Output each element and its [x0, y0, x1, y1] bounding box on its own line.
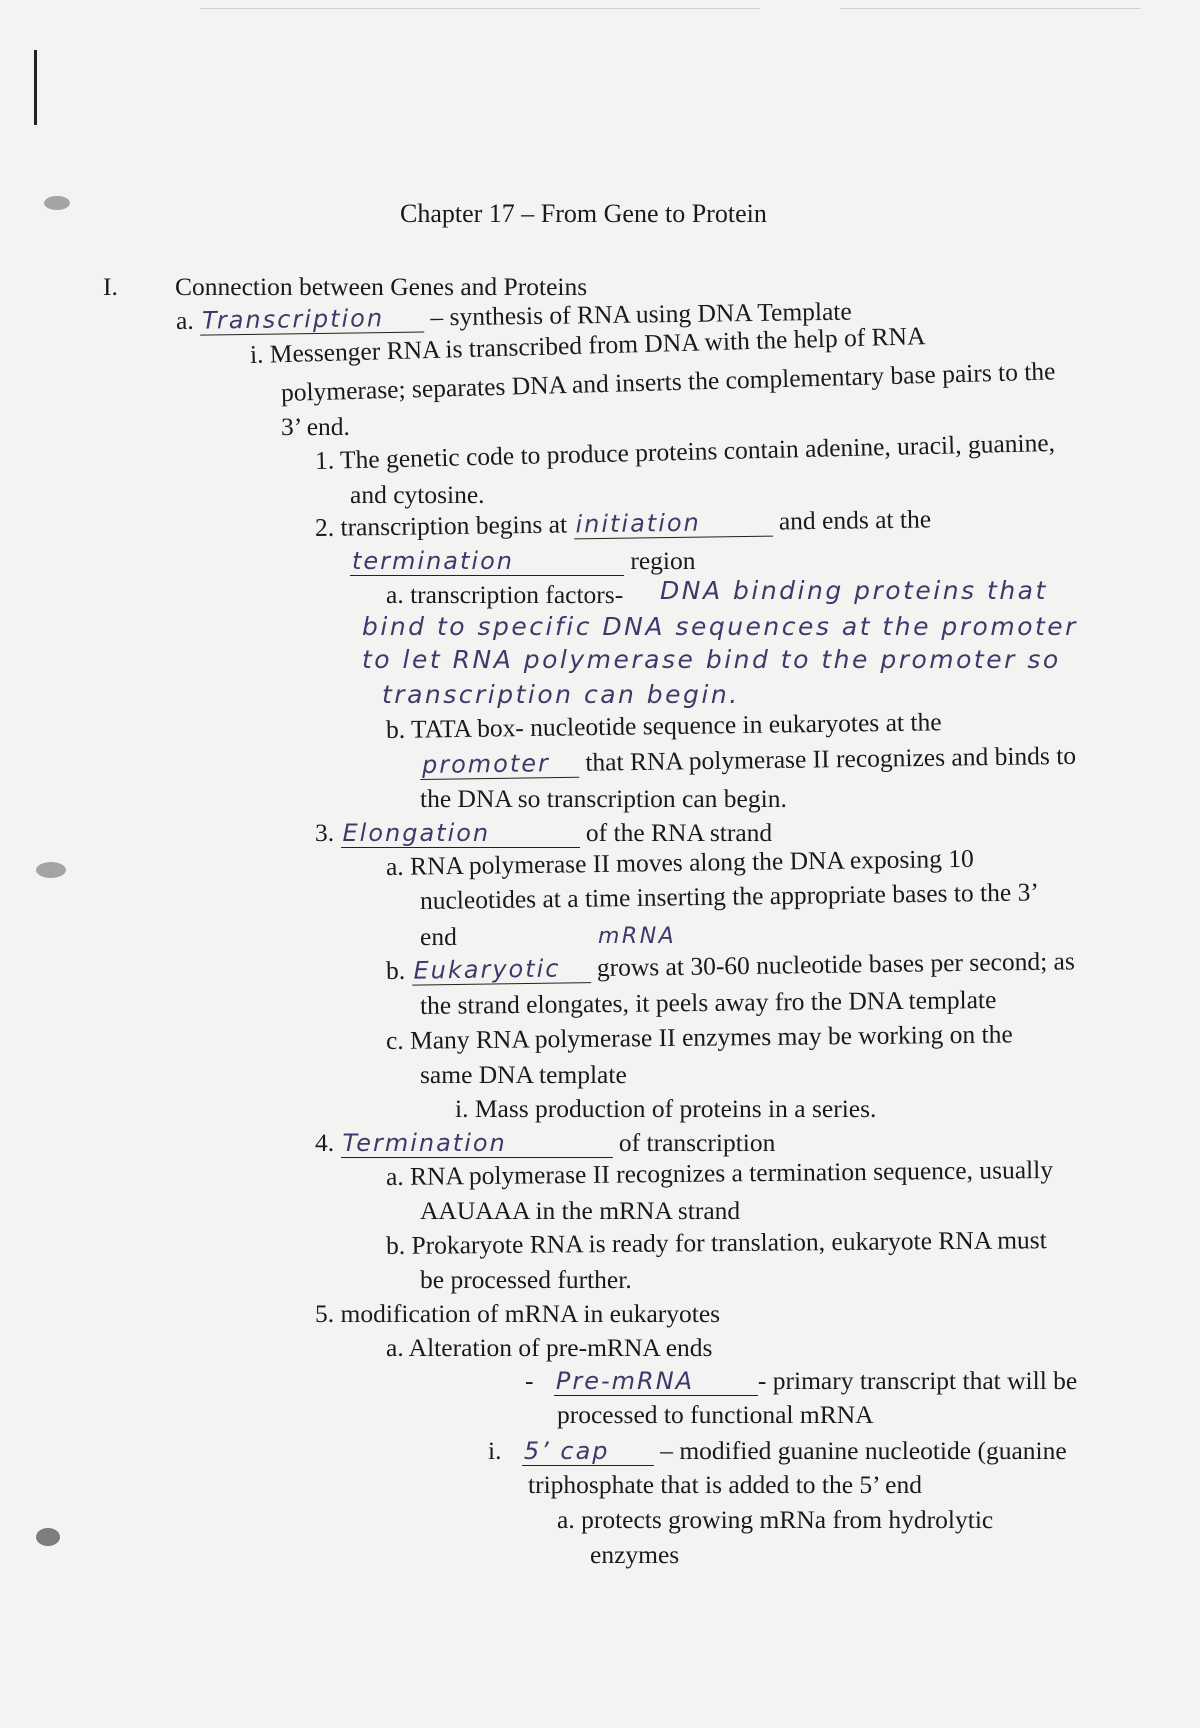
item-5a-i-a	[557, 1505, 993, 1535]
item-3b-marker: b.	[385, 955, 406, 985]
item-3b-line1: grows at 30-60 nucleotide bases per second; as	[596, 946, 1076, 983]
item-5a-marker: a.	[386, 1333, 404, 1362]
item-2a-text: transcription factors-	[410, 580, 624, 609]
item-2b-line3: the DNA so transcription can begin.	[420, 784, 787, 813]
answer-termination-4: Termination	[341, 1129, 613, 1158]
item-2a	[386, 580, 623, 610]
item-3c-marker: c.	[385, 1025, 404, 1055]
item-5a-text: Alteration of pre-mRNA ends	[408, 1333, 713, 1362]
page-title: Chapter 17 – From Gene to Protein	[400, 199, 767, 228]
item-4b-line2: be processed further.	[420, 1265, 632, 1294]
item-5a-i-marker: i.	[488, 1436, 502, 1465]
item-a-i-line1: Messenger RNA is transcribed from DNA with the help of RNA	[269, 321, 926, 369]
item-4-marker: 4.	[315, 1128, 335, 1157]
punch-hole	[36, 862, 66, 878]
item-5-text: modification of mRNA in eukaryotes	[340, 1299, 721, 1328]
item-2-line2	[350, 546, 696, 576]
scan-edge-line	[840, 8, 1140, 9]
item-3-text: of the RNA strand	[585, 818, 773, 847]
item-1-line2: and cytosine.	[350, 480, 485, 509]
item-3c-line2: same DNA template	[420, 1060, 627, 1089]
margin-mark	[34, 50, 37, 125]
item-2a-marker: a.	[386, 580, 404, 609]
item-3c-line1: Many RNA polymerase II enzymes may be working on the	[409, 1019, 1013, 1055]
item-2-post: region	[630, 546, 696, 575]
item-3b	[386, 946, 1075, 986]
item-5a-dash	[525, 1366, 1077, 1396]
item-5a-i-line2: triphosphate that is added to the 5’ end	[528, 1470, 922, 1499]
answer-promoter: promoter	[420, 749, 579, 780]
item-4b-marker: b.	[385, 1230, 406, 1260]
item-5-marker: 5.	[315, 1299, 335, 1328]
item-4a	[386, 1155, 1053, 1192]
section-heading: Connection between Genes and Proteins	[175, 272, 588, 301]
item-3c-i-text: Mass production of proteins in a series.	[474, 1094, 877, 1123]
item-2b	[386, 707, 942, 745]
answer-5-cap: 5’ cap	[522, 1437, 654, 1466]
item-3a-line1: RNA polymerase II moves along the DNA exposing 10	[409, 843, 974, 881]
item-3	[315, 818, 772, 848]
item-5a-i-line1: – modified guanine nucleotide (guanine	[660, 1436, 1067, 1465]
item-4-text: of transcription	[618, 1128, 776, 1157]
answer-initiation: initiation	[573, 508, 772, 540]
handwritten-answer-line4: transcription can begin.	[382, 680, 740, 709]
item-1	[315, 428, 1056, 476]
item-a-text: – synthesis of RNA using DNA Template	[430, 296, 852, 332]
item-4	[315, 1128, 775, 1158]
item-1-line1: The genetic code to produce proteins contain adenine, uracil, guanine,	[339, 427, 1056, 475]
item-1-marker: 1.	[314, 445, 335, 475]
item-2-marker: 2.	[314, 512, 335, 542]
section-number: I.	[103, 272, 118, 301]
item-4a-line2: AAUAAA in the mRNA strand	[420, 1196, 741, 1225]
item-2-pre: transcription begins at	[340, 509, 568, 542]
item-3a-line2: nucleotides at a time inserting the appropriate bases to the 3’	[419, 877, 1040, 915]
item-5	[315, 1299, 720, 1329]
item-4b	[386, 1225, 1047, 1261]
item-2b-line2-text: that RNA polymerase II recognizes and binds to	[585, 740, 1077, 777]
item-5a-i-a-line2: enzymes	[590, 1540, 680, 1569]
handwritten-answer-line2: bind to specific DNA sequences at the promoter	[362, 612, 1078, 641]
answer-eukaryotic: Eukaryotic	[411, 954, 590, 985]
answer-pre-mrna: Pre-mRNA	[554, 1367, 758, 1396]
item-3a	[386, 844, 974, 882]
answer-transcription: Transcription	[200, 304, 424, 336]
item-5a-i-a-marker: a.	[557, 1505, 575, 1534]
item-2-mid: and ends at the	[778, 504, 932, 536]
item-5a-dash-line2: processed to functional mRNA	[557, 1400, 874, 1429]
item-3c	[386, 1019, 1013, 1056]
item-2b-line2	[420, 741, 1076, 780]
handwritten-answer-line1: DNA binding proteins that	[660, 576, 1048, 605]
scan-edge-line	[200, 8, 760, 9]
item-3b-line2: the strand elongates, it peels away fro the DNA template	[419, 984, 997, 1020]
item-5a-i	[488, 1436, 1067, 1466]
punch-hole	[36, 1528, 60, 1546]
item-4b-line1: Prokaryote RNA is ready for translation, eukaryote RNA must	[411, 1225, 1047, 1260]
item-a-i-line3: 3’ end.	[281, 412, 350, 441]
item-a-marker: a.	[175, 305, 194, 335]
item-2	[315, 504, 931, 543]
item-5a	[386, 1333, 712, 1363]
item-2b-marker: b.	[385, 714, 406, 744]
item-3c-i	[455, 1094, 876, 1124]
item-5a-dash-marker: -	[525, 1366, 534, 1395]
answer-elongation: Elongation	[341, 819, 580, 848]
handwritten-mrna-note: mRNA	[598, 924, 677, 949]
answer-termination: termination	[350, 547, 624, 576]
punch-hole	[44, 196, 70, 210]
item-3a-marker: a.	[385, 851, 404, 881]
item-3-marker: 3.	[315, 818, 335, 847]
item-4a-line1: RNA polymerase II recognizes a termination sequence, usually	[409, 1155, 1054, 1191]
item-4a-marker: a.	[385, 1161, 404, 1191]
handwritten-answer-line3: to let RNA polymerase bind to the promoter so	[362, 645, 1061, 674]
item-5a-dash-line1: - primary transcript that will be	[757, 1366, 1078, 1395]
item-5a-i-a-line1: protects growing mRNa from hydrolytic	[581, 1505, 994, 1534]
item-a-i-marker: i.	[249, 339, 264, 369]
item-2b-line1: TATA box- nucleotide sequence in eukaryotes at the	[410, 707, 942, 744]
item-a-i-line2: polymerase; separates DNA and inserts the complementary base pairs to the	[280, 356, 1056, 407]
item-3a-line3: end	[420, 922, 457, 951]
item-3c-i-marker: i.	[455, 1094, 469, 1123]
